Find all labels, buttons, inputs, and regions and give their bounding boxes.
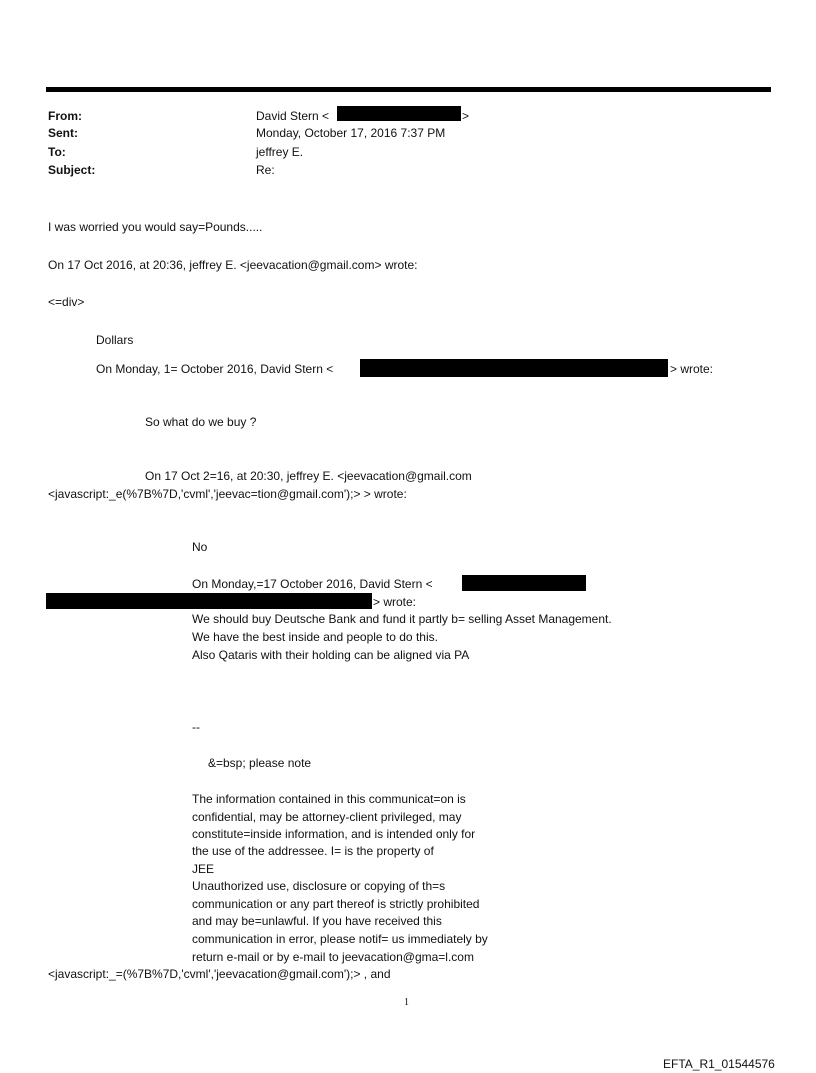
body-line: I was worried you would say=Pounds..... [48, 220, 263, 234]
quote-header-end: > wrote: [670, 362, 714, 376]
disclaimer-line: confidential, may be attorney-client privileged, may [192, 810, 462, 824]
disclaimer-line: return e-mail or by e-mail to jeevacation@gma=l.com [192, 950, 474, 964]
subject-value: Re: [256, 163, 275, 177]
disclaimer-line: JEE [192, 862, 215, 876]
quote-header-end: > wrote: [373, 595, 417, 609]
bates-number: EFTA_R1_01544576 [663, 1057, 775, 1071]
disclaimer-line: The information contained in this communicat=on is [192, 792, 466, 806]
disclaimer-line: constitute=inside information, and is intended only for [192, 827, 476, 841]
body-line: So what do we buy ? [145, 415, 257, 429]
redaction-block [46, 593, 372, 609]
sent-label: Sent: [48, 126, 78, 140]
subject-label: Subject: [48, 163, 96, 177]
body-line: <javascript:_e(%7B%7D,'cvml','jeevac=tion@gmail.com');> > wrote: [48, 487, 407, 501]
quote-header: On Monday, 1= October 2016, David Stern < [96, 362, 334, 376]
body-line: <javascript:_=(%7B%7D,'cvml','jeevacation@gmail.com');> , and [48, 967, 391, 981]
body-line: Dollars [96, 333, 134, 347]
sent-value: Monday, October 17, 2016 7:37 PM [256, 126, 446, 140]
body-line: <=div> [48, 295, 85, 309]
signature-separator: -- [192, 720, 200, 734]
page-number: 1 [404, 997, 409, 1008]
quote-header: On 17 Oct 2016, at 20:36, jeffrey E. <jeevacation@gmail.com> wrote: [48, 258, 418, 272]
redaction-block [337, 106, 461, 121]
disclaimer-line: and may be=unlawful. If you have received this [192, 914, 442, 928]
body-line: We should buy Deutsche Bank and fund it partly b= selling Asset Management. [192, 612, 612, 626]
quote-header: On Monday,=17 October 2016, David Stern < [192, 577, 433, 591]
disclaimer-line: communication in error, please notif= us immediately by [192, 932, 488, 946]
disclaimer-line: communication or any part thereof is strictly prohibited [192, 897, 480, 911]
from-close: > [462, 109, 470, 123]
to-value: jeffrey E. [256, 145, 304, 159]
header-rule [46, 87, 771, 92]
body-line: We have the best inside and people to do this. [192, 630, 438, 644]
disclaimer-line: Unauthorized use, disclosure or copying of th=s [192, 879, 446, 893]
redaction-block [360, 359, 668, 377]
to-label: To: [48, 145, 66, 159]
from-value: David Stern < [256, 109, 330, 123]
body-line: &=bsp; please note [208, 756, 312, 770]
from-label: From: [48, 109, 82, 123]
disclaimer-line: the use of the addressee. I= is the property of [192, 844, 434, 858]
body-line: Also Qataris with their holding can be aligned via PA [192, 648, 470, 662]
redaction-block [462, 575, 586, 591]
quote-header: On 17 Oct 2=16, at 20:30, jeffrey E. <jeevacation@gmail.com [145, 469, 472, 483]
body-line: No [192, 540, 208, 554]
